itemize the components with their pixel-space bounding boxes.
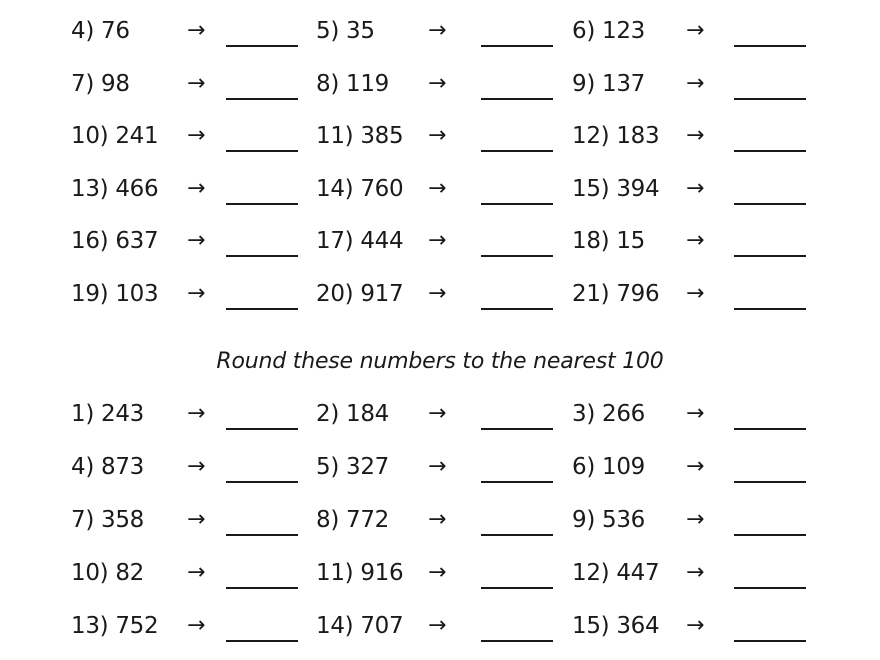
arrow-right-icon: → <box>686 401 705 426</box>
problem-label: 14) 707 <box>316 613 404 639</box>
problem-label: 15) 394 <box>572 176 660 202</box>
arrow-right-icon: → <box>187 401 206 426</box>
problem-label: 5) 35 <box>316 18 375 44</box>
answer-blank[interactable] <box>481 402 553 430</box>
problem-row <box>0 553 880 593</box>
answer-blank[interactable] <box>481 177 553 205</box>
problem-label: 8) 119 <box>316 71 390 97</box>
problem-label: 15) 364 <box>572 613 660 639</box>
arrow-right-icon: → <box>187 507 206 532</box>
answer-blank[interactable] <box>481 561 553 589</box>
answer-blank[interactable] <box>226 19 298 47</box>
answer-blank[interactable] <box>734 19 806 47</box>
problem-label: 19) 103 <box>71 281 159 307</box>
arrow-right-icon: → <box>686 613 705 638</box>
problem-row <box>0 116 880 156</box>
arrow-right-icon: → <box>187 123 206 148</box>
problem-label: 6) 109 <box>572 454 646 480</box>
answer-blank[interactable] <box>481 455 553 483</box>
arrow-right-icon: → <box>428 71 447 96</box>
answer-blank[interactable] <box>481 19 553 47</box>
problem-row <box>0 447 880 487</box>
answer-blank[interactable] <box>734 124 806 152</box>
answer-blank[interactable] <box>481 614 553 642</box>
problem-row <box>0 11 880 51</box>
answer-blank[interactable] <box>734 402 806 430</box>
answer-blank[interactable] <box>481 124 553 152</box>
arrow-right-icon: → <box>686 176 705 201</box>
arrow-right-icon: → <box>686 228 705 253</box>
problem-label: 1) 243 <box>71 401 145 427</box>
problem-row <box>0 221 880 261</box>
problem-row <box>0 274 880 314</box>
answer-blank[interactable] <box>481 72 553 100</box>
problem-label: 11) 916 <box>316 560 404 586</box>
answer-blank[interactable] <box>481 282 553 310</box>
problem-row <box>0 606 880 646</box>
problem-label: 6) 123 <box>572 18 646 44</box>
problem-label: 5) 327 <box>316 454 390 480</box>
problem-label: 16) 637 <box>71 228 159 254</box>
problem-label: 10) 241 <box>71 123 159 149</box>
problem-label: 2) 184 <box>316 401 390 427</box>
answer-blank[interactable] <box>226 508 298 536</box>
problem-label: 13) 466 <box>71 176 159 202</box>
arrow-right-icon: → <box>428 401 447 426</box>
arrow-right-icon: → <box>187 560 206 585</box>
arrow-right-icon: → <box>187 18 206 43</box>
problem-label: 4) 873 <box>71 454 145 480</box>
problem-row <box>0 64 880 104</box>
answer-blank[interactable] <box>734 229 806 257</box>
arrow-right-icon: → <box>686 560 705 585</box>
arrow-right-icon: → <box>686 71 705 96</box>
arrow-right-icon: → <box>428 507 447 532</box>
answer-blank[interactable] <box>734 561 806 589</box>
answer-blank[interactable] <box>734 455 806 483</box>
answer-blank[interactable] <box>734 72 806 100</box>
arrow-right-icon: → <box>187 281 206 306</box>
problem-label: 10) 82 <box>71 560 145 586</box>
answer-blank[interactable] <box>481 229 553 257</box>
arrow-right-icon: → <box>187 176 206 201</box>
answer-blank[interactable] <box>481 508 553 536</box>
answer-blank[interactable] <box>226 455 298 483</box>
problem-label: 12) 183 <box>572 123 660 149</box>
answer-blank[interactable] <box>226 177 298 205</box>
arrow-right-icon: → <box>686 281 705 306</box>
arrow-right-icon: → <box>428 560 447 585</box>
problem-label: 17) 444 <box>316 228 404 254</box>
arrow-right-icon: → <box>187 454 206 479</box>
arrow-right-icon: → <box>428 454 447 479</box>
arrow-right-icon: → <box>686 123 705 148</box>
problem-label: 7) 98 <box>71 71 130 97</box>
arrow-right-icon: → <box>187 228 206 253</box>
arrow-right-icon: → <box>428 176 447 201</box>
problem-label: 4) 76 <box>71 18 130 44</box>
arrow-right-icon: → <box>428 228 447 253</box>
problem-label: 9) 137 <box>572 71 646 97</box>
answer-blank[interactable] <box>734 282 806 310</box>
section-heading: Round these numbers to the nearest 100 <box>216 349 664 374</box>
answer-blank[interactable] <box>734 614 806 642</box>
arrow-right-icon: → <box>428 281 447 306</box>
arrow-right-icon: → <box>428 18 447 43</box>
answer-blank[interactable] <box>226 229 298 257</box>
problem-label: 12) 447 <box>572 560 660 586</box>
answer-blank[interactable] <box>734 177 806 205</box>
problem-label: 18) 15 <box>572 228 646 254</box>
answer-blank[interactable] <box>734 508 806 536</box>
problem-label: 3) 266 <box>572 401 646 427</box>
arrow-right-icon: → <box>428 123 447 148</box>
arrow-right-icon: → <box>686 454 705 479</box>
problem-label: 11) 385 <box>316 123 404 149</box>
problem-label: 9) 536 <box>572 507 646 533</box>
problem-label: 8) 772 <box>316 507 390 533</box>
answer-blank[interactable] <box>226 561 298 589</box>
problem-label: 21) 796 <box>572 281 660 307</box>
answer-blank[interactable] <box>226 614 298 642</box>
problem-label: 7) 358 <box>71 507 145 533</box>
arrow-right-icon: → <box>686 18 705 43</box>
arrow-right-icon: → <box>187 613 206 638</box>
answer-blank[interactable] <box>226 72 298 100</box>
problem-label: 20) 917 <box>316 281 404 307</box>
answer-blank[interactable] <box>226 124 298 152</box>
arrow-right-icon: → <box>187 71 206 96</box>
problem-row <box>0 394 880 434</box>
answer-blank[interactable] <box>226 402 298 430</box>
problem-row <box>0 169 880 209</box>
answer-blank[interactable] <box>226 282 298 310</box>
arrow-right-icon: → <box>428 613 447 638</box>
arrow-right-icon: → <box>686 507 705 532</box>
problem-label: 14) 760 <box>316 176 404 202</box>
problem-label: 13) 752 <box>71 613 159 639</box>
problem-row <box>0 500 880 540</box>
